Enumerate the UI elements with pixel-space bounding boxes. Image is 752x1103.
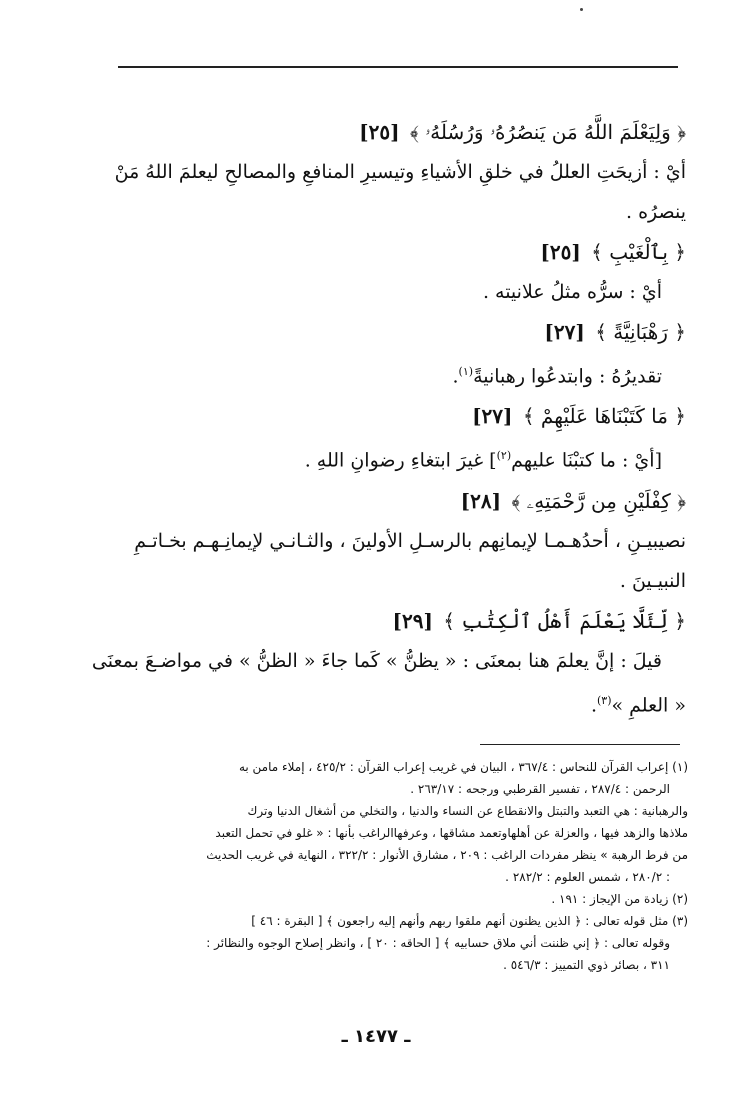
verse-text: ﴿ وَلِيَعْلَمَ اللَّهُ مَن يَنصُرُهُۥ وَرُسُلَهُۥ ﴾ [409, 120, 686, 144]
commentary-line [108, 352, 686, 396]
scan-speck [580, 8, 583, 11]
verse-text: ﴿ لِّئَلَّا يَعْلَمَ أَهْلُ ٱلْكِتَٰبِ ﴾ [443, 608, 686, 633]
verse-line [108, 232, 686, 272]
footnote-line: (١) إعراب القرآن للنحاس : ٣٦٧/٤ ، البيان في غريب إعراب القرآن : ٤٢٥/٢ ، إملاء مامن به [238, 760, 688, 774]
commentary-text: نصيبيـنِ ، أحدُهـمـا لإيمانِهم بالرسـلِ الأولينَ ، والثـانـي لإيمانِـهـم بخـاتـمِ [134, 529, 686, 552]
footnote-line: من فرط الرهبة » ينظر مفردات الراغب : ٢٠٩ ، مشارق الأنوار : ٣٢٢/٢ ، النهاية في غريب الحديث [206, 848, 688, 862]
footnote-marker[interactable]: (٢) [496, 449, 512, 463]
verse-text: ﴿ بِٱلْغَيْبِ ﴾ [591, 240, 686, 264]
footnote-line: (٢) زيادة من الإيجاز : ١٩١ . [551, 892, 688, 906]
commentary-text: تقديرُهُ : وابتدعُوا رهبانيةً [473, 365, 662, 388]
commentary-line [108, 192, 686, 232]
footnote-separator [480, 744, 680, 745]
verse-line [108, 112, 686, 152]
footnote-line: والرهبانية : هي التعبد والتبتل والانقطاع عن النساء والدنيا ، والتخلي من أشغال الدنيا وترك [247, 804, 688, 818]
commentary-line [108, 681, 686, 725]
verse-line [108, 312, 686, 352]
footnote-line: : ٢٨٠/٢ ، شمس العلوم : ٢٨٢/٢ . [505, 870, 670, 884]
footnote-line: (٣) مثل قوله تعالى : ﴿ الذين يظنون أنهم ملقوا ربهم وأنهم إليه راجعون ﴾ [ البقرة : ٤٦ ] [251, 914, 688, 928]
footnote-line: الرحمن : ٢٨٧/٤ ، تفسير القرطبي ورجحه : ٢٦٣/١٧ . [410, 782, 670, 796]
commentary-text: قيلَ : إنَّ يعلمَ هنا بمعنَى : « يظنُّ » كَما جاءَ « الظنُّ » في مواضـعَ بمعنَى [91, 649, 662, 672]
verse-line [108, 396, 686, 436]
commentary-line [108, 152, 686, 192]
commentary-line [108, 521, 686, 561]
commentary-text: [أيْ : ما كتبْنَا عليهم [511, 449, 662, 472]
commentary-text: النبيـينَ . [619, 569, 686, 592]
footnote-line: ٣١١ ، بصائر ذوي التمييز : ٥٤٦/٣ . [503, 958, 670, 972]
commentary-text: أيْ : أزيحَتِ العللُ في خلقِ الأشياءِ وتيسيرِ المنافعِ والمصالحِ ليعلمَ اللهُ مَنْ [114, 161, 686, 183]
commentary-tail: ] غيرَ ابتغاءِ رضوانِ اللهِ . [304, 449, 497, 472]
verse-text: ﴿ رَهْبَانِيَّةً ﴾ [595, 320, 686, 344]
commentary-tail: . [590, 693, 597, 716]
footnote-marker[interactable]: (١) [458, 365, 474, 378]
commentary-line [108, 561, 686, 601]
verse-ref: [٢٥] [359, 120, 400, 144]
footnote-marker[interactable]: (٣) [596, 693, 612, 707]
verse-ref: [٢٧] [472, 404, 513, 429]
verse-line [108, 601, 686, 641]
page-number: ـ ١٤٧٧ ـ [341, 1026, 411, 1047]
commentary-text: « العلمِ » [611, 693, 686, 716]
commentary-line [108, 436, 686, 480]
footnote-line: ملاذها والزهد فيها ، والعزلة عن أهلهاوتعمد مشاقها ، وعرفهاالراغب بأنها : « غلو في تحمل التعبد [215, 826, 688, 840]
verse-ref: [٢٨] [460, 488, 502, 513]
verse-text: ﴿ مَا كَتَبْنَاهَا عَلَيْهِمْ ﴾ [522, 404, 686, 429]
commentary-tail: . [452, 365, 459, 388]
commentary-line [91, 641, 686, 681]
commentary-text: ينصرُه . [625, 201, 686, 223]
verse-text: ﴿ كِفْلَيْنِ مِن رَّحْمَتِهِۦ ﴾ [511, 488, 686, 513]
commentary-text: أيْ : سرُّه مثلُ علانيته . [482, 281, 662, 303]
verse-ref: [٢٧] [544, 320, 585, 344]
verse-line [108, 481, 686, 521]
commentary-line [108, 272, 686, 312]
header-rule [118, 66, 678, 68]
verse-ref: [٢٩] [392, 608, 433, 633]
footnote-line: وقوله تعالى : ﴿ إني ظننت أني ملاق حسابيه ﴾ [ الحاقه : ٢٠ ] ، وانظر إصلاح الوجوه والنظائر : [206, 936, 670, 950]
verse-ref: [٢٥] [540, 240, 581, 264]
footnotes [108, 756, 688, 976]
main-text [91, 112, 686, 725]
